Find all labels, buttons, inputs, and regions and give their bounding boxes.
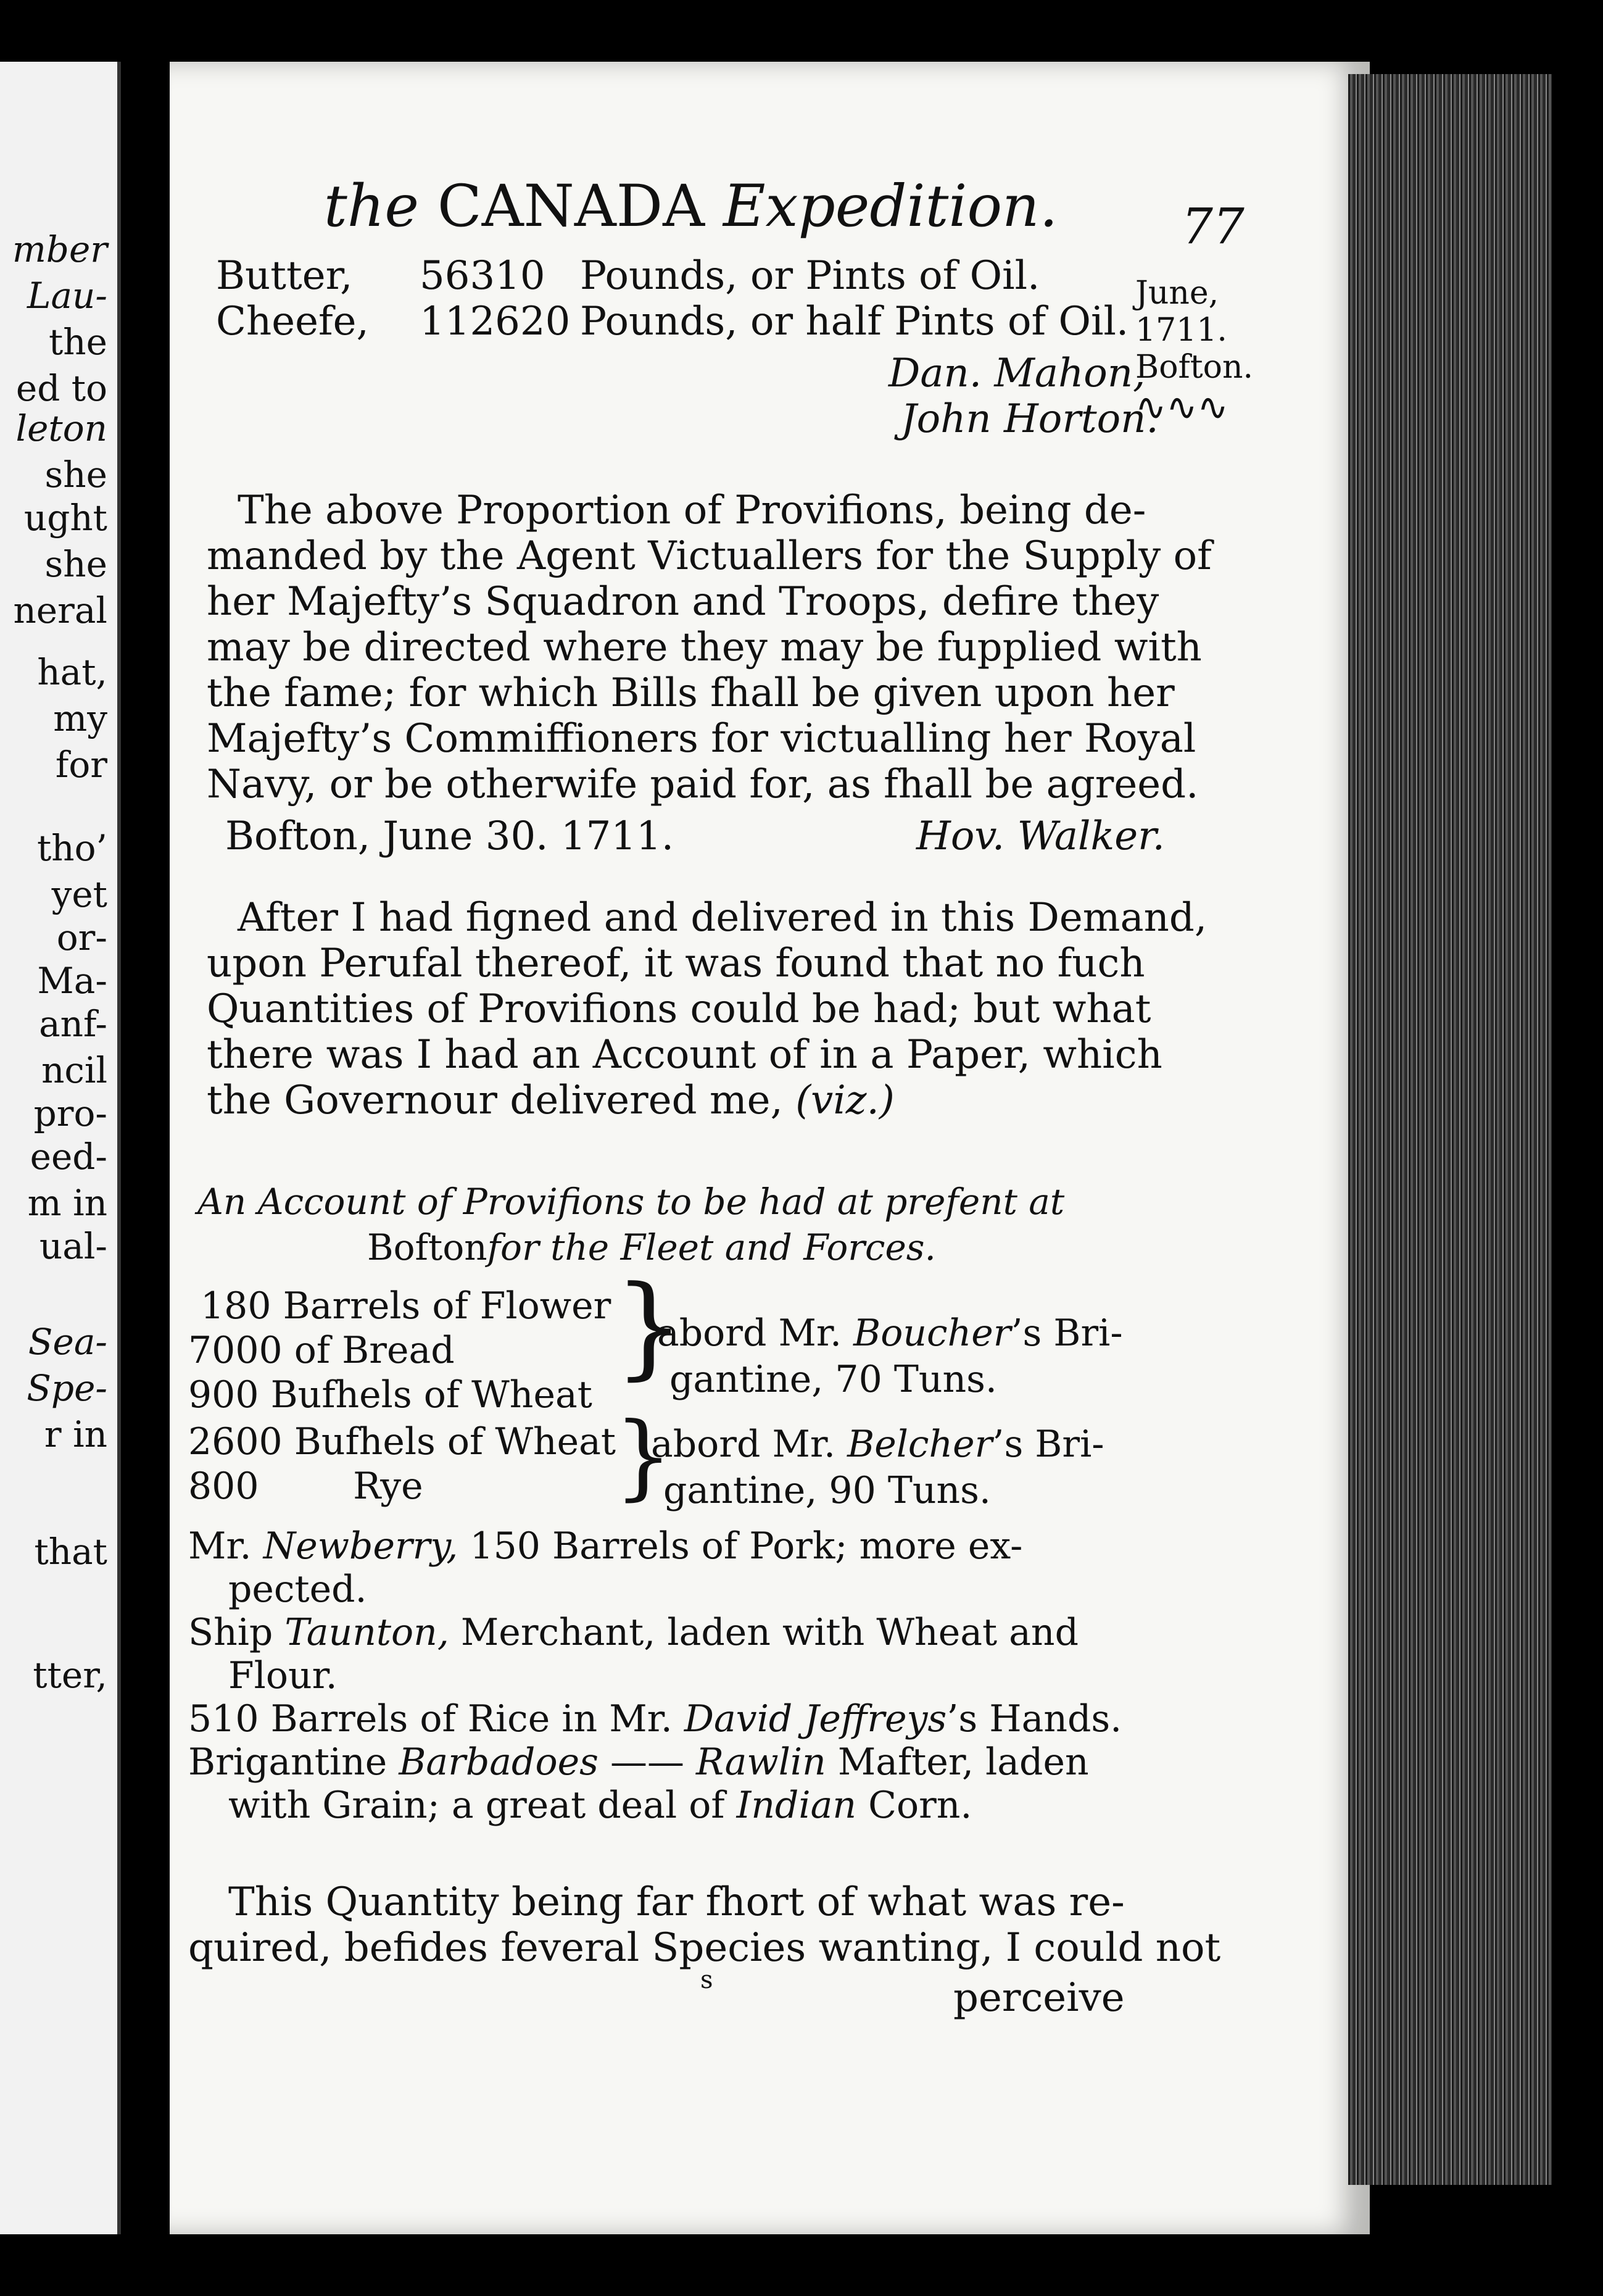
left-page-fragment: r in xyxy=(44,1413,107,1455)
left-page-fragment: Lau- xyxy=(27,275,107,317)
paragraph-quantity: This Quantity being far fhort of what was re- quired, befides feveral Species wanting, I could not xyxy=(188,1879,1221,1971)
item-newberry: Mr. Newberry, 150 Barrels of Pork; more ex- xyxy=(188,1524,1023,1568)
left-page-fragment: hat, xyxy=(37,651,107,693)
left-page-fragment: the xyxy=(49,321,107,363)
left-page-fragment: Spe- xyxy=(27,1367,107,1409)
left-page-fragment: m in xyxy=(27,1182,107,1224)
item-rice: 510 Barrels of Rice in Mr. David Jeffreys’s Hands. xyxy=(188,1697,1122,1741)
left-page-fragment: ught xyxy=(23,497,107,539)
left-page-fragment: that xyxy=(34,1531,107,1573)
dateline: Bofton, June 30. 1711. xyxy=(225,813,674,859)
left-page-fragment: eed- xyxy=(30,1136,107,1178)
left-page-fragment: yet xyxy=(51,873,107,915)
margin-note-month: June, xyxy=(1135,275,1219,312)
left-page-fragment: mber xyxy=(12,228,107,270)
header-prefix: the xyxy=(324,173,419,240)
margin-ornament: ∿∿∿ xyxy=(1135,386,1228,429)
items-list: Mr. Newberry, 150 Barrels of Pork; more ex- pected. Ship Taunton, Merchant, laden with Wheat and Flour. 510 Barrels of Rice in Mr. David Jeffreys’s Hands. Brigantine Barbadoes —— Rawlin Mafter, laden with Grain; a great deal of Indian Corn. xyxy=(188,1524,1122,1827)
left-page-fragment: ual- xyxy=(39,1225,107,1267)
item-ship: Ship Taunton, Merchant, laden with Wheat and xyxy=(188,1611,1079,1654)
viz-abbrev: (viz.) xyxy=(795,1078,895,1123)
left-page-fragment: tho’ xyxy=(36,827,107,869)
page-number: 77 xyxy=(1182,198,1245,255)
account-title: An Account of Provifions to be had at prefent at Boftonfor the Fleet and Forces. xyxy=(197,1181,1065,1268)
margin-note-place: Bofton. xyxy=(1135,349,1253,386)
paragraph-demand: After I had figned and delivered in this Demand, upon Perufal thereof, it was found that no fuch Quantities of Provifions could be had; but what there was I had an Account of in a Paper, which the Governour delivered me, (viz.) xyxy=(207,895,1207,1123)
left-page-fragment: neral xyxy=(13,589,107,631)
header-title: CANADA xyxy=(437,173,705,240)
provision-row: Butter, 56310 Pounds, or Pints of Oil. xyxy=(216,253,1040,299)
brace-group1: } xyxy=(614,1262,685,1391)
signer-mahon: Dan. Mahon, xyxy=(888,351,1146,396)
left-page-fragment: my xyxy=(53,697,107,739)
group1-note-line2: gantine, 70 Tuns. xyxy=(669,1358,998,1401)
brace-group2: } xyxy=(614,1403,673,1510)
item-brigantine: Brigantine Barbadoes —— Rawlin Mafter, laden xyxy=(188,1741,1089,1784)
provisions-list xyxy=(216,253,1129,344)
left-page-fragment: she xyxy=(44,454,107,496)
left-page-fragment: leton xyxy=(15,407,107,449)
left-page-fragment: or- xyxy=(56,917,107,959)
group1-list: 180 Barrels of Flower 7000 of Bread 900 Bufhels of Wheat xyxy=(188,1284,611,1416)
signature-mark: s xyxy=(700,1966,713,1994)
left-page-fragment: Ma- xyxy=(37,960,107,1002)
signer-horton: John Horton. xyxy=(901,396,1159,442)
page-block-edge xyxy=(1348,74,1552,2185)
running-header xyxy=(324,173,1058,240)
previous-page-edge xyxy=(0,62,121,2234)
left-page-fragment: Sea- xyxy=(28,1321,107,1363)
group2-list: 2600 Bufhels of Wheat 800 Rye xyxy=(188,1420,616,1508)
left-page-fragment: ed to xyxy=(15,367,107,409)
provision-row: Cheefe, 112620 Pounds, or half Pints of Oil. xyxy=(216,299,1129,344)
paragraph-proportion: The above Proportion of Provifions, being de- manded by the Agent Victuallers for the Supply of her Majefty’s Squadron and Troops, defire they may be directed where they may be fupplied with the fame; for which Bills fhall be given upon her Majefty’s Commiffioners for victualling her Royal Navy, or be otherwife paid for, as fhall be agreed. xyxy=(207,488,1212,807)
book-page xyxy=(170,62,1370,2234)
catchword: perceive xyxy=(953,1975,1125,2021)
signer-walker: Hov. Walker. xyxy=(916,813,1165,859)
left-page-fragment: ncil xyxy=(41,1049,107,1091)
margin-note-year: 1711. xyxy=(1135,312,1227,349)
left-page-fragment: she xyxy=(44,543,107,585)
group2-note-line1: abord Mr. Belcher’s Bri- xyxy=(651,1423,1104,1466)
group2-note-line2: gantine, 90 Tuns. xyxy=(663,1469,992,1512)
left-page-fragment: for xyxy=(55,744,107,786)
left-page-fragment: tter, xyxy=(33,1654,107,1696)
group1-note-line1: abord Mr. Boucher’s Bri- xyxy=(657,1312,1123,1355)
left-page-fragment: pro- xyxy=(33,1092,107,1134)
header-suffix: Expedition. xyxy=(723,173,1058,240)
left-page-fragment: anf- xyxy=(39,1003,107,1045)
